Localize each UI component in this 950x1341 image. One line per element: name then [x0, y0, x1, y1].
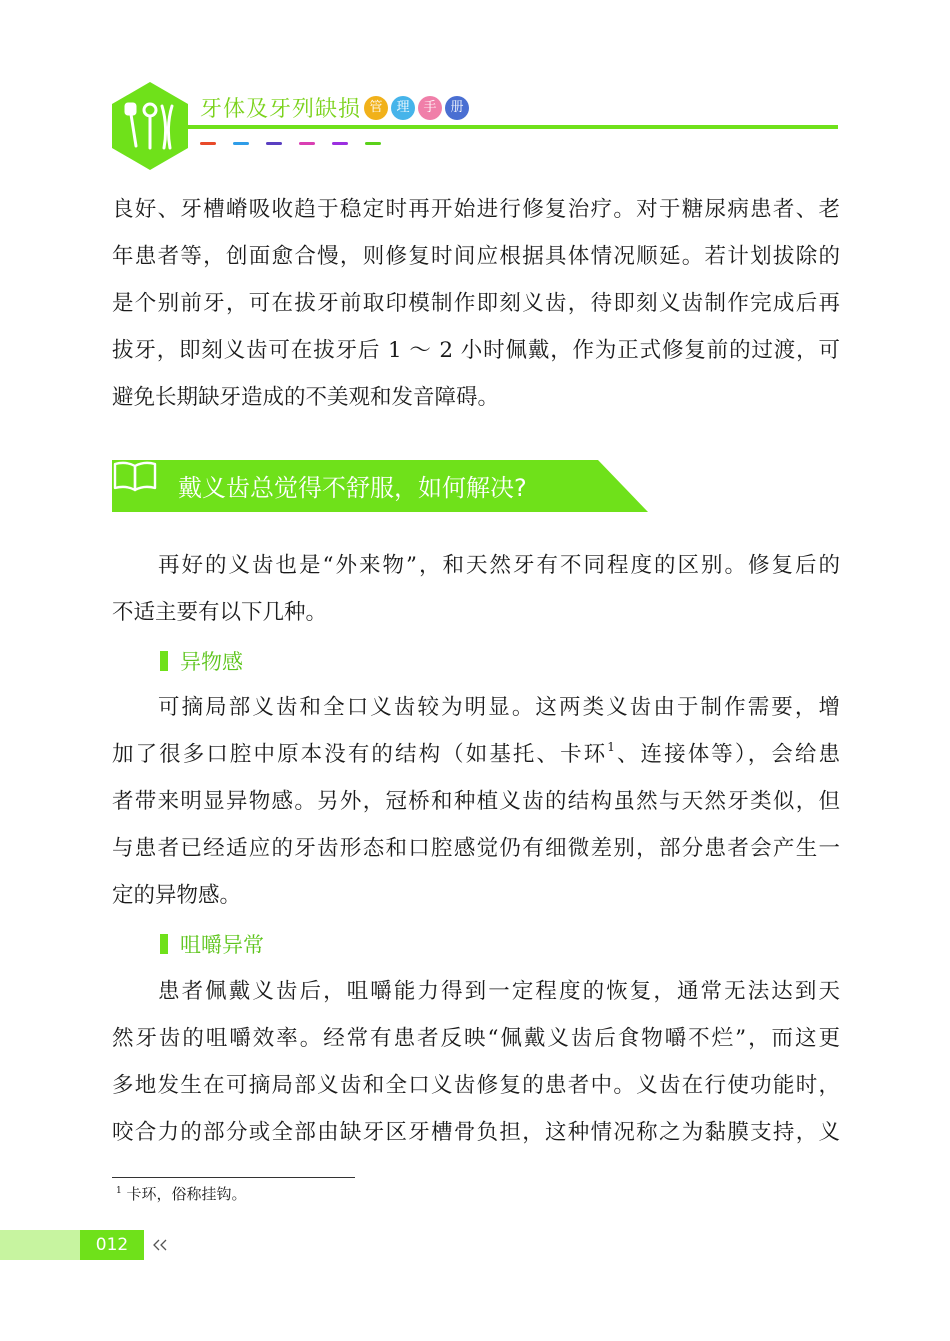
foreign-body-line-2a: 加了很多口腔中原本没有的结构（如基托、卡环	[112, 742, 608, 767]
header-title-circle-2: 理	[391, 96, 415, 120]
foreign-body-line-5: 定的异物感。	[112, 883, 242, 908]
dash-magenta	[299, 142, 315, 145]
section-intro-paragraph	[112, 542, 840, 636]
footnote	[116, 1183, 247, 1204]
footnote-ref-1: 1	[607, 740, 615, 754]
foreign-body-line-2b: 、连接体等），会给患	[614, 742, 840, 767]
dash-indigo	[266, 142, 282, 145]
foreign-body-line-3: 者带来明显异物感。另外，冠桥和种植义齿的结构虽然与天然牙类似，但	[112, 789, 840, 814]
dash-blue	[233, 142, 249, 145]
subheading-chewing-label: 咀嚼异常	[180, 933, 264, 957]
chewing-line-2: 然牙齿的咀嚼效率。经常有患者反映“佩戴义齿后食物嚼不烂”，而这更	[112, 1026, 840, 1051]
header-logo-hexagon	[110, 80, 190, 172]
intro-line-5: 避免长期缺牙造成的不美观和发音障碍。	[112, 385, 500, 410]
page-tab	[0, 1230, 80, 1260]
chewing-paragraph	[112, 968, 840, 1156]
dash-red	[200, 142, 216, 145]
subheading-foreign-body	[160, 646, 243, 676]
intro-line-1: 良好、牙槽嵴吸收趋于稳定时再开始进行修复治疗。对于糖尿病患者、老	[112, 197, 840, 222]
foreign-body-line-4: 与患者已经适应的牙齿形态和口腔感觉仍有细微差别，部分患者会产生一	[112, 836, 840, 861]
section-intro-line-1: 再好的义齿也是“外来物”，和天然牙有不同程度的区别。修复后的	[158, 553, 840, 578]
section-title: 戴义齿总觉得不舒服，如何解决?	[178, 474, 527, 502]
page-number: 012	[80, 1230, 144, 1260]
subheading-foreign-body-label: 异物感	[180, 650, 243, 674]
header-rule	[186, 125, 838, 129]
footnote-rule	[112, 1177, 355, 1178]
section-intro-line-2: 不适主要有以下几种。	[112, 600, 328, 625]
foreign-body-line-2	[112, 731, 840, 778]
header-title-circle-1: 管	[364, 96, 388, 120]
chewing-line-4: 咬合力的部分或全部由缺牙区牙槽骨负担，这种情况称之为黏膜支持，义	[112, 1120, 840, 1145]
dash-purple	[332, 142, 348, 145]
header-title-circle-4: 册	[445, 96, 469, 120]
intro-line-4: 拔牙，即刻义齿可在拔牙后 1 ～ 2 小时佩戴，作为正式修复前的过渡，可	[112, 338, 840, 363]
subheading-bar	[160, 651, 168, 671]
footnote-marker: 1	[116, 1186, 122, 1196]
page-arrows-icon	[150, 1230, 172, 1260]
chewing-line-1: 患者佩戴义齿后，咀嚼能力得到一定程度的恢复，通常无法达到天	[158, 979, 840, 1004]
header-title-circle-3: 手	[418, 96, 442, 120]
subheading-bar	[160, 934, 168, 954]
section-banner	[112, 460, 648, 512]
intro-line-3: 是个别前牙，可在拔牙前取印模制作即刻义齿，待即刻义齿制作完成后再	[112, 291, 840, 316]
header-title-main: 牙体及牙列缺损	[200, 97, 362, 122]
open-book-icon	[112, 460, 158, 492]
subheading-chewing	[160, 929, 264, 959]
dash-green	[365, 142, 381, 145]
intro-paragraph	[112, 186, 840, 421]
header-title	[200, 92, 469, 123]
foreign-body-paragraph	[112, 684, 840, 919]
intro-line-2: 年患者等，创面愈合慢，则修复时间应根据具体情况顺延。若计划拔除的	[112, 244, 840, 269]
foreign-body-line-1: 可摘局部义齿和全口义齿较为明显。这两类义齿由于制作需要，增	[158, 695, 840, 720]
chewing-line-3: 多地发生在可摘局部义齿和全口义齿修复的患者中。义齿在行使功能时，	[112, 1073, 840, 1098]
footnote-text: 卡环，俗称挂钩。	[126, 1185, 247, 1203]
